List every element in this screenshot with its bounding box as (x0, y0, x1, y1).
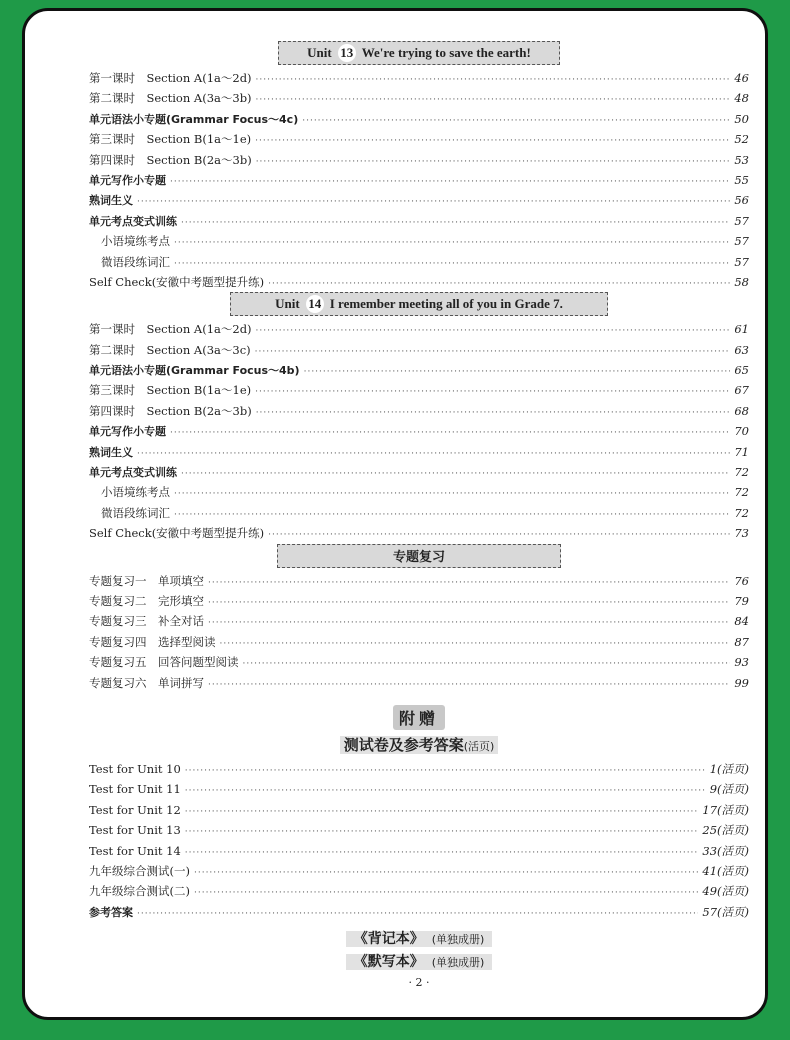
toc-leader-dots (268, 274, 730, 294)
booklet-2-text (346, 954, 493, 970)
toc-entry (89, 401, 749, 421)
toc-entry-label: 第三课时 Section B(1a～1e) (89, 132, 252, 147)
toc-leader-dots (170, 172, 730, 192)
toc-entry-label: 第三课时 Section B(1a～1e) (89, 383, 252, 398)
toc-entry-label: Self Check(安徽中考题型提升练) (89, 274, 265, 289)
toc-entry-page: 72 (734, 505, 749, 520)
toc-leader-dots (255, 382, 730, 402)
toc-entry (89, 129, 749, 149)
toc-entry-page: 25(活页) (702, 823, 749, 838)
booklet-2 (89, 951, 749, 974)
toc-entry-page: 99 (734, 675, 749, 690)
toc-entry (89, 442, 749, 462)
toc-entry-page: 33(活页) (702, 843, 749, 858)
toc-entry (89, 231, 749, 251)
toc-entry-page: 68 (734, 403, 749, 418)
toc-leader-dots (302, 111, 730, 131)
toc-entry-page: 50 (734, 111, 749, 126)
toc-entry-label: 专题复习六 单词拼写 (89, 675, 204, 690)
toc-entry-page: 67 (734, 383, 749, 398)
toc-entry-label: 第四课时 Section B(2a～3b) (89, 403, 252, 418)
toc-entry (89, 902, 749, 922)
toc-content (89, 41, 749, 989)
toc-leader-dots (208, 613, 730, 633)
toc-entry (89, 462, 749, 482)
toc-entry (89, 881, 749, 901)
toc-entry-label: 专题复习三 补全对话 (89, 614, 204, 629)
toc-entry-label: 专题复习四 选择型阅读 (89, 634, 216, 649)
toc-entry-page: 65 (734, 363, 749, 378)
toc-entry-page: 71 (734, 444, 749, 459)
toc-leader-dots (137, 904, 698, 924)
toc-leader-dots (255, 342, 731, 362)
toc-leader-dots (170, 423, 730, 443)
toc-leader-dots (243, 654, 731, 674)
page-number: · 2 · (408, 976, 430, 990)
toc-leader-dots (268, 525, 730, 545)
toc-leader-dots (194, 883, 698, 903)
unit-14-number: 14 (306, 295, 324, 313)
appendix-title-main-text: 测试卷及参考答案 (343, 735, 464, 754)
toc-entry-page: 56 (734, 193, 749, 208)
toc-entry-page: 63 (734, 342, 749, 357)
toc-entry-label: 参考答案 (89, 905, 133, 919)
toc-entry-label: Test for Unit 13 (89, 823, 181, 838)
appendix-title-note: (活页) (463, 739, 495, 753)
toc-entry (89, 272, 749, 292)
toc-entry (89, 632, 749, 652)
toc-leader-dots (185, 781, 706, 801)
toc-entry-label: Test for Unit 10 (89, 761, 181, 776)
toc-entry-label: 小语境练考点 (101, 234, 170, 249)
toc-entry (89, 673, 749, 693)
toc-entry (89, 591, 749, 611)
unit-13-title: We're trying to save the earth! (361, 45, 531, 60)
toc-leader-dots (304, 362, 731, 382)
toc-entry-page: 87 (734, 634, 749, 649)
toc-leader-dots (174, 484, 730, 504)
toc-entry-page: 53 (734, 152, 749, 167)
toc-leader-dots (137, 444, 730, 464)
toc-leader-dots (181, 464, 730, 484)
unit-13-banner (278, 41, 560, 65)
toc-entry-page: 41(活页) (702, 863, 749, 878)
toc-leader-dots (256, 403, 731, 423)
unit-14-list (89, 319, 749, 543)
toc-entry (89, 211, 749, 231)
toc-entry-page: 79 (734, 593, 749, 608)
toc-entry (89, 652, 749, 672)
unit-14-title: I remember meeting all of you in Grade 7. (329, 296, 563, 312)
toc-entry (89, 820, 749, 840)
toc-leader-dots (256, 90, 731, 110)
toc-leader-dots (256, 152, 731, 172)
toc-leader-dots (185, 802, 699, 822)
booklet-1 (89, 928, 749, 951)
toc-entry-label: 专题复习五 回答问题型阅读 (89, 655, 239, 670)
booklet-2-main: 《默写本》 (350, 954, 428, 970)
toc-entry (89, 360, 749, 380)
toc-leader-dots (208, 593, 730, 613)
toc-entry (89, 841, 749, 861)
toc-entry (89, 503, 749, 523)
booklet-1-note: (单独成册) (428, 933, 489, 946)
toc-entry (89, 150, 749, 170)
toc-entry-page: 61 (734, 322, 749, 337)
toc-entry-page: 57 (734, 254, 749, 269)
toc-entry-page: 76 (734, 573, 749, 588)
toc-entry-label: 小语境练考点 (101, 485, 170, 500)
toc-leader-dots (181, 213, 730, 233)
toc-entry-page: 52 (734, 132, 749, 147)
unit-14-prefix: Unit (275, 296, 300, 312)
toc-entry-label: 熟词生义 (89, 445, 133, 459)
toc-entry (89, 523, 749, 543)
toc-entry-label: 单元考点变式训练 (89, 214, 177, 228)
toc-leader-dots (174, 505, 730, 525)
unit-13-list (89, 68, 749, 292)
toc-leader-dots (174, 254, 730, 274)
toc-entry-label: 单元语法小专题(Grammar Focus～4b) (89, 364, 300, 378)
toc-entry-page: 17(活页) (702, 802, 749, 817)
toc-entry-page: 57 (734, 234, 749, 249)
unit-14-banner (230, 292, 608, 316)
toc-entry-page: 72 (734, 485, 749, 500)
toc-entry-page: 46 (734, 71, 749, 85)
toc-entry (89, 340, 749, 360)
toc-entry-label: 熟词生义 (89, 194, 133, 208)
toc-entry-label: Test for Unit 12 (89, 802, 181, 817)
toc-entry (89, 800, 749, 820)
toc-entry-label: 单元考点变式训练 (89, 466, 177, 480)
toc-entry (89, 68, 749, 88)
toc-entry-label: 第四课时 Section B(2a～3b) (89, 152, 252, 167)
toc-entry-page: 9(活页) (709, 782, 749, 797)
toc-leader-dots (194, 863, 698, 883)
toc-leader-dots (256, 70, 731, 90)
toc-entry (89, 170, 749, 190)
toc-entry-page: 93 (734, 655, 749, 670)
appendix-title-main (340, 736, 499, 754)
toc-entry-label: 微语段练词汇 (101, 505, 170, 520)
toc-leader-dots (185, 822, 699, 842)
toc-entry-label: 第一课时 Section A(1a～2d) (89, 71, 252, 85)
toc-entry-page: 72 (734, 465, 749, 480)
toc-entry (89, 779, 749, 799)
toc-entry-page: 73 (734, 526, 749, 541)
toc-entry-page: 1(活页) (709, 761, 749, 776)
toc-entry (89, 88, 749, 108)
toc-entry-page: 57 (734, 213, 749, 228)
toc-entry-label: 九年级综合测试(二) (89, 884, 190, 899)
toc-entry-page: 48 (734, 91, 749, 106)
toc-entry-label: 单元语法小专题(Grammar Focus～4c) (89, 112, 299, 126)
booklet-1-text (346, 931, 493, 947)
appendix-list (89, 759, 749, 922)
toc-entry-label: 九年级综合测试(一) (89, 863, 190, 878)
unit-13-prefix: Unit (307, 45, 332, 60)
toc-entry (89, 252, 749, 272)
toc-leader-dots (208, 675, 730, 695)
toc-leader-dots (185, 843, 699, 863)
toc-entry-page: 55 (734, 172, 749, 187)
toc-entry-label: 第一课时 Section A(1a～2d) (89, 322, 252, 337)
topic-review-list (89, 571, 749, 693)
appendix-title (89, 734, 749, 755)
toc-entry-label: 专题复习一 单项填空 (89, 573, 204, 588)
toc-entry-page: 57(活页) (702, 904, 749, 919)
toc-leader-dots (185, 761, 706, 781)
toc-entry (89, 319, 749, 339)
toc-entry-label: 第二课时 Section A(3a～3b) (89, 91, 252, 106)
toc-leader-dots (256, 321, 731, 341)
toc-entry (89, 380, 749, 400)
toc-entry-label: 专题复习二 完形填空 (89, 593, 204, 608)
toc-entry-label: Test for Unit 14 (89, 843, 181, 858)
toc-entry-label: 单元写作小专题 (89, 173, 166, 187)
booklet-1-main: 《背记本》 (350, 931, 428, 947)
toc-leader-dots (208, 573, 730, 593)
toc-entry-label: Self Check(安徽中考题型提升练) (89, 526, 265, 541)
toc-entry (89, 759, 749, 779)
toc-entry-page: 70 (734, 424, 749, 439)
toc-entry (89, 611, 749, 631)
toc-entry (89, 482, 749, 502)
toc-entry-page: 84 (734, 614, 749, 629)
appendix-badge (89, 705, 749, 730)
toc-leader-dots (220, 634, 731, 654)
toc-entry-label: 微语段练词汇 (101, 254, 170, 269)
appendix-badge-text: 附赠 (393, 705, 445, 730)
unit-13-number: 13 (338, 44, 356, 62)
toc-entry-label: 第二课时 Section A(3a～3c) (89, 342, 251, 357)
page-sheet (22, 8, 768, 1020)
toc-entry-page: 49(活页) (702, 884, 749, 899)
toc-entry (89, 861, 749, 881)
toc-entry (89, 421, 749, 441)
toc-leader-dots (137, 192, 730, 212)
toc-entry (89, 571, 749, 591)
booklet-2-note: (单独成册) (428, 956, 489, 969)
toc-entry-label: Test for Unit 11 (89, 782, 181, 797)
toc-entry-page: 58 (734, 274, 749, 289)
toc-leader-dots (255, 131, 730, 151)
toc-leader-dots (174, 233, 730, 253)
toc-entry (89, 190, 749, 210)
topic-review-banner: 专题复习 (277, 544, 561, 568)
toc-entry-label: 单元写作小专题 (89, 425, 166, 439)
toc-entry (89, 109, 749, 129)
